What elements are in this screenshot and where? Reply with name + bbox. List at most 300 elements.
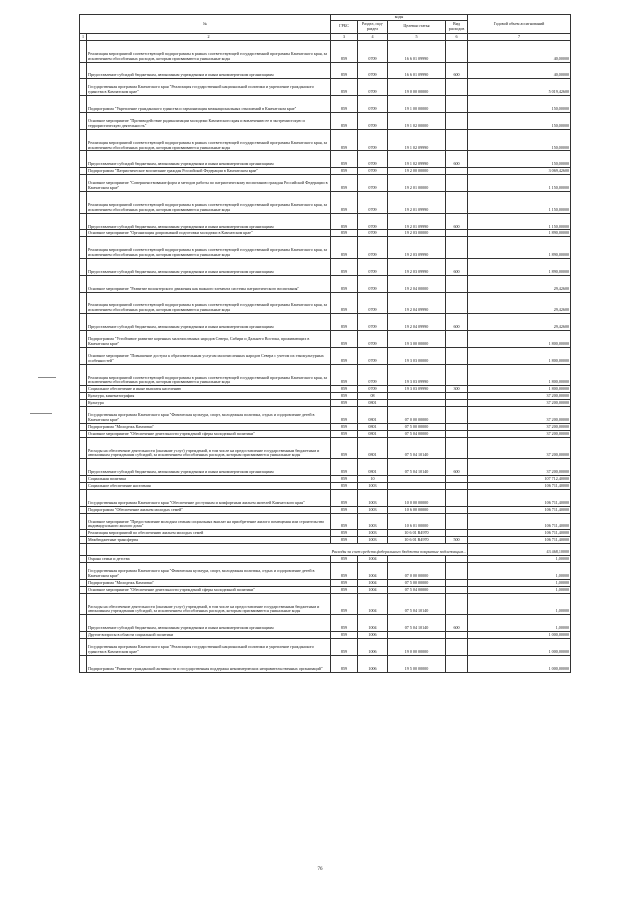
row-name: Подпрограмма "Молодежь Камчатки" <box>87 579 331 586</box>
row-expense-type <box>446 230 468 237</box>
row-index-cell <box>80 168 87 175</box>
row-section: 0709 <box>358 275 388 292</box>
row-index-cell <box>80 213 87 230</box>
table-row <box>80 259 571 276</box>
table-row <box>80 400 571 407</box>
row-grbs: 859 <box>331 400 358 407</box>
row-section: 0709 <box>358 259 388 276</box>
row-index-cell <box>80 292 87 314</box>
row-expense-type <box>446 191 468 213</box>
row-sum: 29,42600 <box>468 292 571 314</box>
budget-table-sheet <box>79 14 570 673</box>
row-grbs: 859 <box>331 96 358 113</box>
row-target-article: 07 0 00 00000 <box>388 407 446 424</box>
row-section: 1003 <box>358 489 388 506</box>
row-grbs: 859 <box>331 314 358 331</box>
row-name: Государственная программа Камчатского края "Физическая культура, спорт, молодежная политика, отдых и оздоровление детей в Камчатском крае" <box>87 407 331 424</box>
row-index-cell <box>80 556 87 563</box>
row-target-article: 19 1 02 00000 <box>388 112 446 129</box>
row-section: 0709 <box>358 386 388 393</box>
row-section: 0709 <box>358 62 388 79</box>
row-section: 1004 <box>358 593 388 615</box>
row-index-cell <box>80 175 87 192</box>
row-target-article: 19 1 00 00000 <box>388 96 446 113</box>
row-name: Реализация мероприятий соответствующей подпрограммы в рамках соответствующей государственной программы Камчатского края, за исключением обособленных расходов, которым присваиваются уникальные коды <box>87 191 331 213</box>
table-row <box>80 129 571 151</box>
row-grbs: 859 <box>331 593 358 615</box>
row-expense-type <box>446 506 468 513</box>
row-grbs: 859 <box>331 237 358 259</box>
table-row <box>80 168 571 175</box>
row-index-cell <box>80 563 87 580</box>
row-sum: 43 468,10000 <box>468 544 571 556</box>
row-target-article: 07 5 00 00000 <box>388 423 446 430</box>
row-target-article: 19 2 04 09990 <box>388 314 446 331</box>
row-expense-type <box>446 579 468 586</box>
row-sum: 150,00000 <box>468 129 571 151</box>
table-row <box>80 230 571 237</box>
row-name: Межбюджетные трансферты <box>87 537 331 544</box>
row-index-cell <box>80 364 87 386</box>
table-row <box>80 586 571 593</box>
row-sum: 1 150,00000 <box>468 175 571 192</box>
row-section: 1004 <box>358 556 388 563</box>
header-expense-type: Вид расходов <box>446 20 468 33</box>
row-expense-type <box>446 483 468 490</box>
row-grbs: 859 <box>331 430 358 437</box>
row-name: Культура, кинематография <box>87 393 331 400</box>
row-index-cell <box>80 506 87 513</box>
header-target-article: Целевая статья <box>388 20 446 33</box>
table-row <box>80 563 571 580</box>
row-grbs: 859 <box>331 393 358 400</box>
row-grbs: 859 <box>331 347 358 364</box>
row-grbs: 859 <box>331 476 358 483</box>
table-row <box>80 40 571 62</box>
row-name: Реализация мероприятий соответствующей подпрограммы в рамках соответствующей государственной программы Камчатского края, за исключением обособленных расходов, которым присваиваются уникальные коды <box>87 292 331 314</box>
row-target-article: 16 6 01 09990 <box>388 62 446 79</box>
row-name: Реализация мероприятий соответствующей подпрограммы в рамках соответствующей государственной программы Камчатского края, за исключением обособленных расходов, которым присваиваются уникальные коды <box>87 237 331 259</box>
row-grbs: 859 <box>331 213 358 230</box>
table-row <box>80 506 571 513</box>
row-target-article: 16 6 01 09990 <box>388 40 446 62</box>
column-number: 7 <box>468 33 571 40</box>
row-name: Подпрограмма "Молодежь Камчатки" <box>87 423 331 430</box>
row-section: 0709 <box>358 364 388 386</box>
table-row <box>80 237 571 259</box>
row-grbs: 859 <box>331 230 358 237</box>
row-expense-type <box>446 40 468 62</box>
row-index-cell <box>80 314 87 331</box>
budget-table <box>79 14 571 673</box>
row-sum: 1 800,00000 <box>468 331 571 348</box>
table-row <box>80 213 571 230</box>
row-index-cell <box>80 347 87 364</box>
row-sum: 37 200,00000 <box>468 393 571 400</box>
row-target-article: 19 3 03 00000 <box>388 347 446 364</box>
row-sum: 1 890,00000 <box>468 259 571 276</box>
row-sum: 37 200,00000 <box>468 407 571 424</box>
row-name: Предоставление субсидий бюджетным, автономным учреждениям и иным некоммерческим организациям <box>87 314 331 331</box>
row-section: 0801 <box>358 407 388 424</box>
row-name: Реализация мероприятий соответствующей подпрограммы в рамках соответствующей государственной программы Камчатского края, за исключением обособленных расходов, которым присваиваются уникальные коды <box>87 129 331 151</box>
row-sum: 1,00000 <box>468 586 571 593</box>
row-expense-type <box>446 275 468 292</box>
row-grbs: 859 <box>331 579 358 586</box>
row-section: 0709 <box>358 230 388 237</box>
row-index-cell <box>80 407 87 424</box>
row-sum: 29,42600 <box>468 275 571 292</box>
row-name: Предоставление субсидий бюджетным, автономным учреждениям и иным некоммерческим организациям <box>87 213 331 230</box>
row-name: Основное мероприятие "Организация допризывной подготовки молодежи в Камчатском крае" <box>87 230 331 237</box>
row-name: Охрана семьи и детства <box>87 556 331 563</box>
row-sum: 106 711,40000 <box>468 530 571 537</box>
row-name: Государственная программа Камчатского края "Реализация государственной национальной политики и укрепление гражданского единства в Камчатском крае" <box>87 79 331 96</box>
table-row <box>80 615 571 632</box>
row-grbs: 859 <box>331 437 358 459</box>
row-section: 0801 <box>358 437 388 459</box>
row-index-cell <box>80 513 87 530</box>
table-body <box>80 40 571 672</box>
table-row <box>80 593 571 615</box>
row-name: Основное мероприятие "Повышение доступа к образовательным услугам малочисленных народов Севера с учетом их этнокультурных особенностей" <box>87 347 331 364</box>
row-expense-type <box>446 393 468 400</box>
row-target-article <box>388 483 446 490</box>
table-row <box>80 364 571 386</box>
column-numbers-row <box>80 33 571 40</box>
row-index-cell <box>80 430 87 437</box>
row-name: Предоставление субсидий бюджетным, автономным учреждениям и иным некоммерческим организациям <box>87 459 331 476</box>
row-expense-type <box>446 96 468 113</box>
row-name: Основное мероприятие "Совершенствование форм и методов работы по патриотическому воспитанию граждан Российской Федерации в Камчатском крае" <box>87 175 331 192</box>
row-expense-type <box>446 168 468 175</box>
row-name: Основное мероприятие "Обеспечение деятельности учреждений сферы молодежной политики" <box>87 586 331 593</box>
row-expense-type: 600 <box>446 62 468 79</box>
row-target-article <box>388 556 446 563</box>
column-number: 5 <box>388 33 446 40</box>
row-name: Реализация мероприятий соответствующей подпрограммы в рамках соответствующей государственной программы Камчатского края, за исключением обособленных расходов, которым присваиваются уникальные коды <box>87 40 331 62</box>
row-target-article: 19 2 01 09990 <box>388 191 446 213</box>
row-name: Государственная программа Камчатского края "Физическая культура, спорт, молодежная политика, отдых и оздоровление детей в Камчатском крае" <box>87 563 331 580</box>
table-row <box>80 655 571 672</box>
row-index-cell <box>80 655 87 672</box>
table-row <box>80 459 571 476</box>
row-grbs: 859 <box>331 168 358 175</box>
column-number: 6 <box>446 33 468 40</box>
row-name: Подпрограмма "Развитие гражданской активности и государственная поддержка некоммерческих неправительственных организаций" <box>87 655 331 672</box>
row-target-article: 07 5 00 00000 <box>388 579 446 586</box>
table-row <box>80 331 571 348</box>
header-grbs: ГРБС <box>331 20 358 33</box>
row-expense-type <box>446 556 468 563</box>
row-index-cell <box>80 151 87 168</box>
row-section: 08 <box>358 393 388 400</box>
row-sum: 1 800,00000 <box>468 386 571 393</box>
row-sum: 150,00000 <box>468 96 571 113</box>
row-expense-type: 600 <box>446 314 468 331</box>
row-section: 1003 <box>358 537 388 544</box>
row-expense-type: 600 <box>446 213 468 230</box>
row-section: 0801 <box>358 459 388 476</box>
row-name: Социальное обеспечение населения <box>87 483 331 490</box>
header-number: № <box>80 15 331 34</box>
row-sum: 40,00000 <box>468 62 571 79</box>
row-grbs: 859 <box>331 259 358 276</box>
row-name: Предоставление субсидий бюджетным, автономным учреждениям и иным некоммерческим организациям <box>87 259 331 276</box>
table-row <box>80 79 571 96</box>
table-row <box>80 437 571 459</box>
row-grbs: 859 <box>331 175 358 192</box>
table-row <box>80 430 571 437</box>
row-target-article: 10 6 01 00000 <box>388 513 446 530</box>
row-grbs: 859 <box>331 459 358 476</box>
row-expense-type <box>446 364 468 386</box>
row-target-article: 07 5 04 10140 <box>388 615 446 632</box>
row-sum: 106 711,40000 <box>468 489 571 506</box>
table-row <box>80 112 571 129</box>
row-expense-type <box>446 292 468 314</box>
row-target-article: 19 3 03 09990 <box>388 364 446 386</box>
row-index-cell <box>80 476 87 483</box>
row-target-article: 19 2 04 09990 <box>388 292 446 314</box>
row-sum: 1 000,00000 <box>468 655 571 672</box>
row-section: 0709 <box>358 151 388 168</box>
table-row <box>80 530 571 537</box>
row-target-article: 07 5 04 00000 <box>388 430 446 437</box>
row-sum: 3 069,42600 <box>468 168 571 175</box>
row-name: Другие вопросы в области социальной политики <box>87 632 331 639</box>
row-sum: 1,00000 <box>468 593 571 615</box>
margin-mark <box>30 413 52 414</box>
row-section: 0709 <box>358 331 388 348</box>
row-section: 0709 <box>358 79 388 96</box>
row-name: Реализация мероприятий по обеспечению жильем молодых семей <box>87 530 331 537</box>
row-index-cell <box>80 393 87 400</box>
row-target-article: 07 5 04 10140 <box>388 437 446 459</box>
row-grbs: 859 <box>331 62 358 79</box>
row-grbs: 859 <box>331 489 358 506</box>
row-grbs: 859 <box>331 563 358 580</box>
row-index-cell <box>80 632 87 639</box>
row-name: Реализация мероприятий соответствующей подпрограммы в рамках соответствующей государственной программы Камчатского края, за исключением обособленных расходов, которым присваиваются уникальные коды <box>87 364 331 386</box>
row-section: 0709 <box>358 213 388 230</box>
row-target-article: 19 5 00 00000 <box>388 655 446 672</box>
table-row <box>80 639 571 656</box>
row-sum: 1,00000 <box>468 563 571 580</box>
row-sum: 150,00000 <box>468 112 571 129</box>
column-number: 1 <box>80 33 87 40</box>
row-expense-type <box>446 489 468 506</box>
row-name: Подпрограмма "Укрепление гражданского единства и гармонизация межнациональных отношений в Камчатском крае" <box>87 96 331 113</box>
row-section: 0709 <box>358 292 388 314</box>
row-index-cell <box>80 483 87 490</box>
row-section: 1003 <box>358 506 388 513</box>
row-index-cell <box>80 237 87 259</box>
row-section: 1003 <box>358 483 388 490</box>
row-expense-type <box>446 437 468 459</box>
row-target-article: 19 1 02 09990 <box>388 151 446 168</box>
row-grbs: 859 <box>331 537 358 544</box>
row-name: Культура <box>87 400 331 407</box>
table-row <box>80 476 571 483</box>
row-section: 0801 <box>358 400 388 407</box>
row-sum: 1 000,00000 <box>468 639 571 656</box>
table-row <box>80 175 571 192</box>
row-section: 1004 <box>358 615 388 632</box>
row-grbs: 859 <box>331 556 358 563</box>
row-target-article: 19 3 03 09990 <box>388 386 446 393</box>
table-row <box>80 579 571 586</box>
row-section: 1004 <box>358 586 388 593</box>
row-section: 0709 <box>358 40 388 62</box>
row-index-cell <box>80 79 87 96</box>
row-expense-type <box>446 513 468 530</box>
row-target-article: 19 2 04 00000 <box>388 275 446 292</box>
row-expense-type <box>446 423 468 430</box>
row-grbs: 859 <box>331 530 358 537</box>
row-target-article: 19 2 01 09990 <box>388 213 446 230</box>
page-number: 76 <box>317 867 323 872</box>
row-section: 10 <box>358 476 388 483</box>
row-name: Социальная политика <box>87 476 331 483</box>
table-row <box>80 393 571 400</box>
row-name: Подпрограмма "Обеспечение жильем молодых семей" <box>87 506 331 513</box>
row-index-cell <box>80 259 87 276</box>
row-grbs: 859 <box>331 423 358 430</box>
row-target-article: 19 3 00 00000 <box>388 331 446 348</box>
row-sum: 1 890,00000 <box>468 237 571 259</box>
row-sum: 106 711,40000 <box>468 506 571 513</box>
row-name: Предоставление субсидий бюджетным, автономным учреждениям и иным некоммерческим организациям <box>87 615 331 632</box>
row-target-article: 07 5 04 10140 <box>388 593 446 615</box>
row-target-article: 19 2 03 00000 <box>388 230 446 237</box>
row-target-article: 07 5 04 10140 <box>388 459 446 476</box>
row-expense-type <box>446 530 468 537</box>
row-grbs: 859 <box>331 112 358 129</box>
row-sum: 1,00000 <box>468 615 571 632</box>
table-row <box>80 483 571 490</box>
table-row <box>80 556 571 563</box>
row-index-cell <box>80 62 87 79</box>
table-row <box>80 314 571 331</box>
row-sum: 1 890,00000 <box>468 230 571 237</box>
row-section: 0709 <box>358 96 388 113</box>
table-row <box>80 62 571 79</box>
row-expense-type: 600 <box>446 615 468 632</box>
row-section: 0709 <box>358 129 388 151</box>
row-index-cell <box>80 639 87 656</box>
row-expense-type <box>446 430 468 437</box>
row-name: Государственная программа Камчатского края "Обеспечение доступным и комфортным жильем жителей Камчатского края" <box>87 489 331 506</box>
row-name: Основное мероприятие "Развитие волонтерского движения как важного элемента системы патриотического воспитания" <box>87 275 331 292</box>
row-section: 0709 <box>358 191 388 213</box>
header-codes: коды <box>331 15 468 21</box>
row-index-cell <box>80 489 87 506</box>
row-target-article <box>388 400 446 407</box>
row-expense-type: 500 <box>446 537 468 544</box>
row-expense-type <box>446 476 468 483</box>
row-grbs: 859 <box>331 191 358 213</box>
row-expense-type <box>446 632 468 639</box>
row-index-cell <box>80 593 87 615</box>
row-section: 1004 <box>358 563 388 580</box>
row-grbs: 859 <box>331 151 358 168</box>
row-index-cell <box>80 530 87 537</box>
row-name: Подпрограмма "Патриотическое воспитание граждан Российской Федерации в Камчатском крае" <box>87 168 331 175</box>
row-sum: 37 200,00000 <box>468 437 571 459</box>
row-section: 1004 <box>358 579 388 586</box>
table-row <box>80 632 571 639</box>
column-number: 4 <box>358 33 388 40</box>
row-index-cell <box>80 437 87 459</box>
row-name: Социальное обеспечение и иные выплаты населению <box>87 386 331 393</box>
row-grbs: 859 <box>331 275 358 292</box>
row-sum: 37 200,00000 <box>468 430 571 437</box>
row-expense-type <box>446 112 468 129</box>
row-index-cell <box>80 386 87 393</box>
table-row <box>80 489 571 506</box>
row-target-article: 10 6 00 00000 <box>388 506 446 513</box>
row-name: Государственная программа Камчатского края "Реализация государственной национальной политики и укрепление гражданского единства в Камчатском крае" <box>87 639 331 656</box>
table-row <box>80 347 571 364</box>
row-sum: 37 200,00000 <box>468 423 571 430</box>
row-expense-type <box>446 175 468 192</box>
row-expense-type: 300 <box>446 386 468 393</box>
table-row <box>80 275 571 292</box>
row-section: 1006 <box>358 639 388 656</box>
table-row <box>80 292 571 314</box>
row-grbs: 859 <box>331 483 358 490</box>
row-section: 0709 <box>358 314 388 331</box>
row-name: Предоставление субсидий бюджетным, автономным учреждениям и иным некоммерческим организациям <box>87 151 331 168</box>
row-section: 0801 <box>358 423 388 430</box>
row-target-article <box>388 632 446 639</box>
row-target-article: 10 6 01 R4970 <box>388 537 446 544</box>
row-grbs: 859 <box>331 513 358 530</box>
row-name: Расходы на обеспечение деятельности (оказание услуг) учреждений, в том числе на предоставление государственным бюджетным и автономным учреждениям субсидий, за исключением обособленных расходов, которым присваиваются уникальные коды <box>87 437 331 459</box>
row-target-article: 10 0 00 00000 <box>388 489 446 506</box>
row-index-cell <box>80 191 87 213</box>
row-sum: 1 150,00000 <box>468 191 571 213</box>
row-section: 1006 <box>358 655 388 672</box>
row-section: 0709 <box>358 347 388 364</box>
row-index-cell <box>80 615 87 632</box>
row-target-article <box>388 476 446 483</box>
row-target-article: 19 2 00 00000 <box>388 168 446 175</box>
row-index-cell <box>80 400 87 407</box>
row-target-article: 07 5 04 00000 <box>388 586 446 593</box>
table-row <box>80 386 571 393</box>
row-target-article: 19 0 00 00000 <box>388 639 446 656</box>
row-index-cell <box>80 112 87 129</box>
row-expense-type <box>446 586 468 593</box>
row-grbs: 859 <box>331 506 358 513</box>
row-sum: 1 150,00000 <box>468 213 571 230</box>
row-sum: 106 711,40000 <box>468 537 571 544</box>
row-index-cell <box>80 586 87 593</box>
row-grbs: 859 <box>331 655 358 672</box>
row-index-cell <box>80 423 87 430</box>
row-expense-type <box>446 347 468 364</box>
row-name: Расходы на обеспечение деятельности (оказание услуг) учреждений, в том числе на предоставление государственным бюджетным и автономным учреждениям субсидий, за исключением обособленных расходов, которым присваиваются уникальные коды <box>87 593 331 615</box>
row-name: Подпрограмма "Устойчивое развитие коренных малочисленных народов Севера, Сибири и Дальнего Востока, проживающих в Камчатском крае" <box>87 331 331 348</box>
row-target-article: 19 1 02 09990 <box>388 129 446 151</box>
margin-mark <box>38 377 56 378</box>
row-section: 1006 <box>358 632 388 639</box>
row-grbs: 859 <box>331 615 358 632</box>
row-name: Предоставление субсидий бюджетным, автономным учреждениям и иным некоммерческим организациям <box>87 62 331 79</box>
row-sum: 29,42600 <box>468 314 571 331</box>
